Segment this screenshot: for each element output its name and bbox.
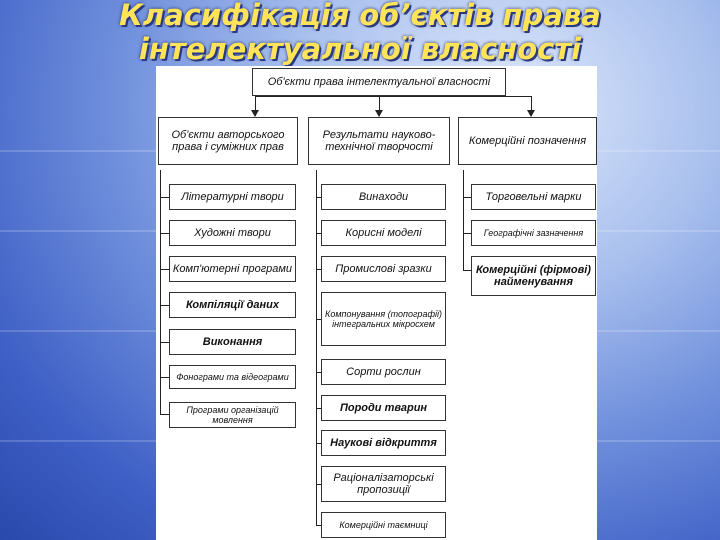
list-item: Компіляції даних bbox=[169, 292, 296, 318]
slide-title-line2: інтелектуальної власності bbox=[138, 32, 582, 66]
list-item: Корисні моделі bbox=[321, 220, 446, 246]
list-item: Комерційні таємниці bbox=[321, 512, 446, 538]
branch-line bbox=[463, 270, 471, 271]
branch-line bbox=[463, 197, 471, 198]
list-item: Винаходи bbox=[321, 184, 446, 210]
list-item: Наукові відкриття bbox=[321, 430, 446, 456]
root-node: Об'єкти права інтелектуальної власності bbox=[252, 68, 506, 96]
column-header-copyright: Об'єкти авторського права і суміжних прав bbox=[158, 117, 298, 165]
branch-line bbox=[160, 342, 169, 343]
list-item: Компонування (топографії) інтегральних мікросхем bbox=[321, 292, 446, 346]
list-item: Художні твори bbox=[169, 220, 296, 246]
list-item: Сорти рослин bbox=[321, 359, 446, 385]
branch-line bbox=[160, 414, 169, 415]
list-item: Виконання bbox=[169, 329, 296, 355]
branch-line bbox=[160, 269, 169, 270]
list-item: Породи тварин bbox=[321, 395, 446, 421]
branch-line bbox=[160, 377, 169, 378]
list-item: Раціоналізаторські пропозиції bbox=[321, 466, 446, 502]
list-item: Комерційні (фірмові) найменування bbox=[471, 256, 596, 296]
list-item: Фонограми та відеограми bbox=[169, 365, 296, 389]
branch-line bbox=[160, 233, 169, 234]
branch-line bbox=[160, 305, 169, 306]
column-header-commercial: Комерційні позначення bbox=[458, 117, 597, 165]
list-item: Комп'ютерні програми bbox=[169, 256, 296, 282]
diagram-panel bbox=[156, 66, 597, 540]
branch-line bbox=[160, 197, 169, 198]
list-item: Промислові зразки bbox=[321, 256, 446, 282]
list-item: Програми організацій мовлення bbox=[169, 402, 296, 428]
list-item: Торговельні марки bbox=[471, 184, 596, 210]
slide-title-line1: Класифікація об’єктів права bbox=[119, 0, 601, 32]
list-item: Географічні зазначення bbox=[471, 220, 596, 246]
column-header-scitech: Результати науково-технічної творчості bbox=[308, 117, 450, 165]
list-item: Літературні твори bbox=[169, 184, 296, 210]
branch-line bbox=[463, 233, 471, 234]
